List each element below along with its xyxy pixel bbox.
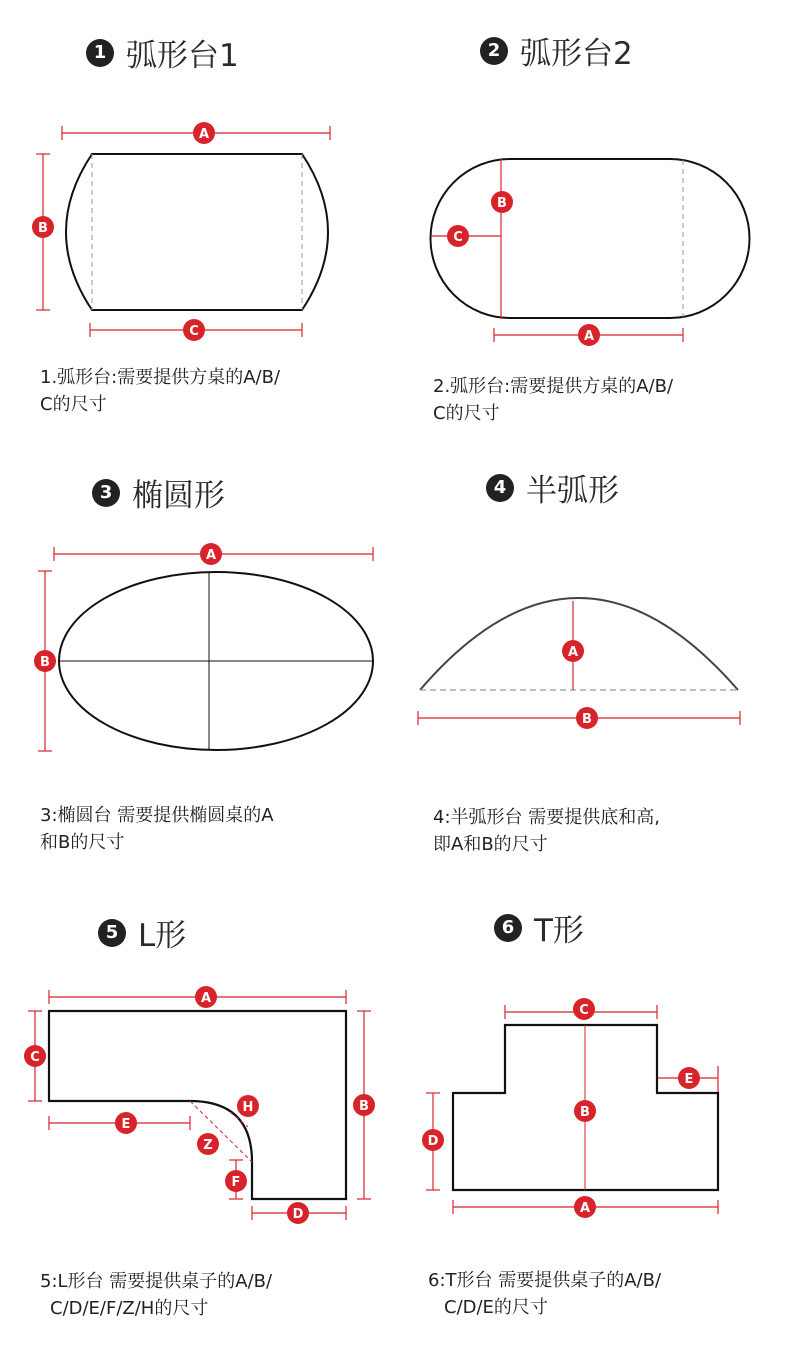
- panel-5-outline: [49, 1011, 346, 1199]
- panel-5-badge-c: [24, 1045, 46, 1067]
- panel-5-badge-b: [353, 1094, 375, 1116]
- svg-text:A: A: [198, 127, 210, 142]
- svg-text:B: B: [580, 1105, 590, 1120]
- panel-6-badge-c: [573, 998, 595, 1020]
- svg-text:C: C: [579, 1003, 589, 1018]
- panel-6-title: T形: [534, 913, 584, 949]
- svg-text:H: H: [242, 1100, 254, 1115]
- panel-2-description: [433, 373, 673, 427]
- panel-1-badge-a: [193, 122, 215, 144]
- panel-2-badge-a: [578, 324, 600, 346]
- panel-3-description-line-1: 3:椭圆台 需要提供椭圆桌的A: [40, 805, 274, 826]
- svg-text:A: A: [205, 548, 217, 563]
- panel-3-description-line-2: 和B的尺寸: [40, 832, 125, 853]
- panel-2-description-line-2: C的尺寸: [433, 403, 500, 424]
- svg-text:A: A: [583, 329, 595, 344]
- panel-5-description: [40, 1268, 272, 1322]
- panel-3-title: 椭圆形: [132, 478, 225, 514]
- panel-5-description-line-2: C/D/E/F/Z/H的尺寸: [50, 1298, 209, 1319]
- panel-5-badge-e: [115, 1112, 137, 1134]
- panel-6-badge-b: [574, 1100, 596, 1122]
- panel-4-description-line-1: 4:半弧形台 需要提供底和高,: [433, 807, 660, 828]
- panel-1-description: [40, 364, 280, 418]
- panel-5-number-badge: 5: [98, 919, 126, 947]
- panel-1-number-badge: 1: [86, 39, 114, 67]
- svg-text:C: C: [453, 230, 463, 245]
- panel-6-badge-d: [422, 1129, 444, 1151]
- svg-text:A: A: [200, 991, 212, 1006]
- panel-2-description-line-1: 2.弧形台:需要提供方桌的A/B/: [433, 376, 674, 397]
- svg-text:C: C: [189, 324, 199, 339]
- panel-6-description-line-2: C/D/E的尺寸: [444, 1297, 548, 1318]
- svg-text:D: D: [427, 1134, 439, 1149]
- panel-1-title: 弧形台1: [126, 38, 239, 74]
- panel-4-number-badge: 4: [486, 474, 514, 502]
- svg-text:A: A: [567, 645, 579, 660]
- panel-6-description: [428, 1267, 661, 1321]
- panel-3-heading: [92, 470, 225, 515]
- svg-text:B: B: [497, 196, 507, 211]
- svg-text:B: B: [359, 1099, 369, 1114]
- panel-4-badge-b: [576, 707, 598, 729]
- panel-5-heading: [98, 910, 186, 955]
- panel-6-heading: [494, 905, 584, 950]
- panel-1-outline: [66, 154, 328, 310]
- panel-2-title: 弧形台2: [520, 36, 633, 72]
- panel-2-badge-c: [447, 225, 469, 247]
- svg-text:C: C: [30, 1050, 40, 1065]
- panel-4-badge-a: [562, 640, 584, 662]
- panel-5-title: L形: [138, 918, 187, 954]
- svg-text:B: B: [40, 655, 50, 670]
- panel-1-badge-b: [32, 216, 54, 238]
- panel-1-badge-c: [183, 319, 205, 341]
- panel-1-description-line-1: 1.弧形台:需要提供方桌的A/B/: [40, 367, 281, 388]
- panel-3-badge-a: [200, 543, 222, 565]
- panel-5-badge-h: [237, 1095, 259, 1117]
- svg-text:D: D: [292, 1207, 304, 1222]
- svg-text:E: E: [684, 1072, 694, 1087]
- panel-5-badge-d: [287, 1202, 309, 1224]
- panel-2-heading: [480, 28, 633, 73]
- panel-4-heading: [486, 465, 619, 510]
- panel-6-badge-e: [678, 1067, 700, 1089]
- panel-5-badge-a: [195, 986, 217, 1008]
- svg-text:B: B: [38, 221, 48, 236]
- panel-3-number-badge: 3: [92, 479, 120, 507]
- svg-text:E: E: [121, 1117, 131, 1132]
- panel-1-description-line-2: C的尺寸: [40, 394, 107, 415]
- panel-2-number-badge: 2: [480, 37, 508, 65]
- panel-3-badge-b: [34, 650, 56, 672]
- panel-5-badge-z: [197, 1133, 219, 1155]
- panel-2-badge-b: [491, 191, 513, 213]
- panel-4-description: [433, 804, 660, 858]
- panel-6-description-line-1: 6:T形台 需要提供桌子的A/B/: [428, 1270, 662, 1291]
- panel-4-description-line-2: 即A和B的尺寸: [433, 834, 548, 855]
- panel-4-title: 半弧形: [526, 473, 619, 509]
- panel-6-badge-a: [574, 1196, 596, 1218]
- panel-6-number-badge: 6: [494, 914, 522, 942]
- panel-3-description: [40, 802, 274, 856]
- svg-text:A: A: [579, 1201, 591, 1216]
- svg-text:B: B: [582, 712, 592, 727]
- panel-5-badge-f: [225, 1170, 247, 1192]
- panel-2-outline: [431, 159, 750, 318]
- panel-5-description-line-1: 5:L形台 需要提供桌子的A/B/: [40, 1271, 273, 1292]
- svg-text:Z: Z: [203, 1138, 213, 1153]
- svg-text:F: F: [231, 1175, 241, 1190]
